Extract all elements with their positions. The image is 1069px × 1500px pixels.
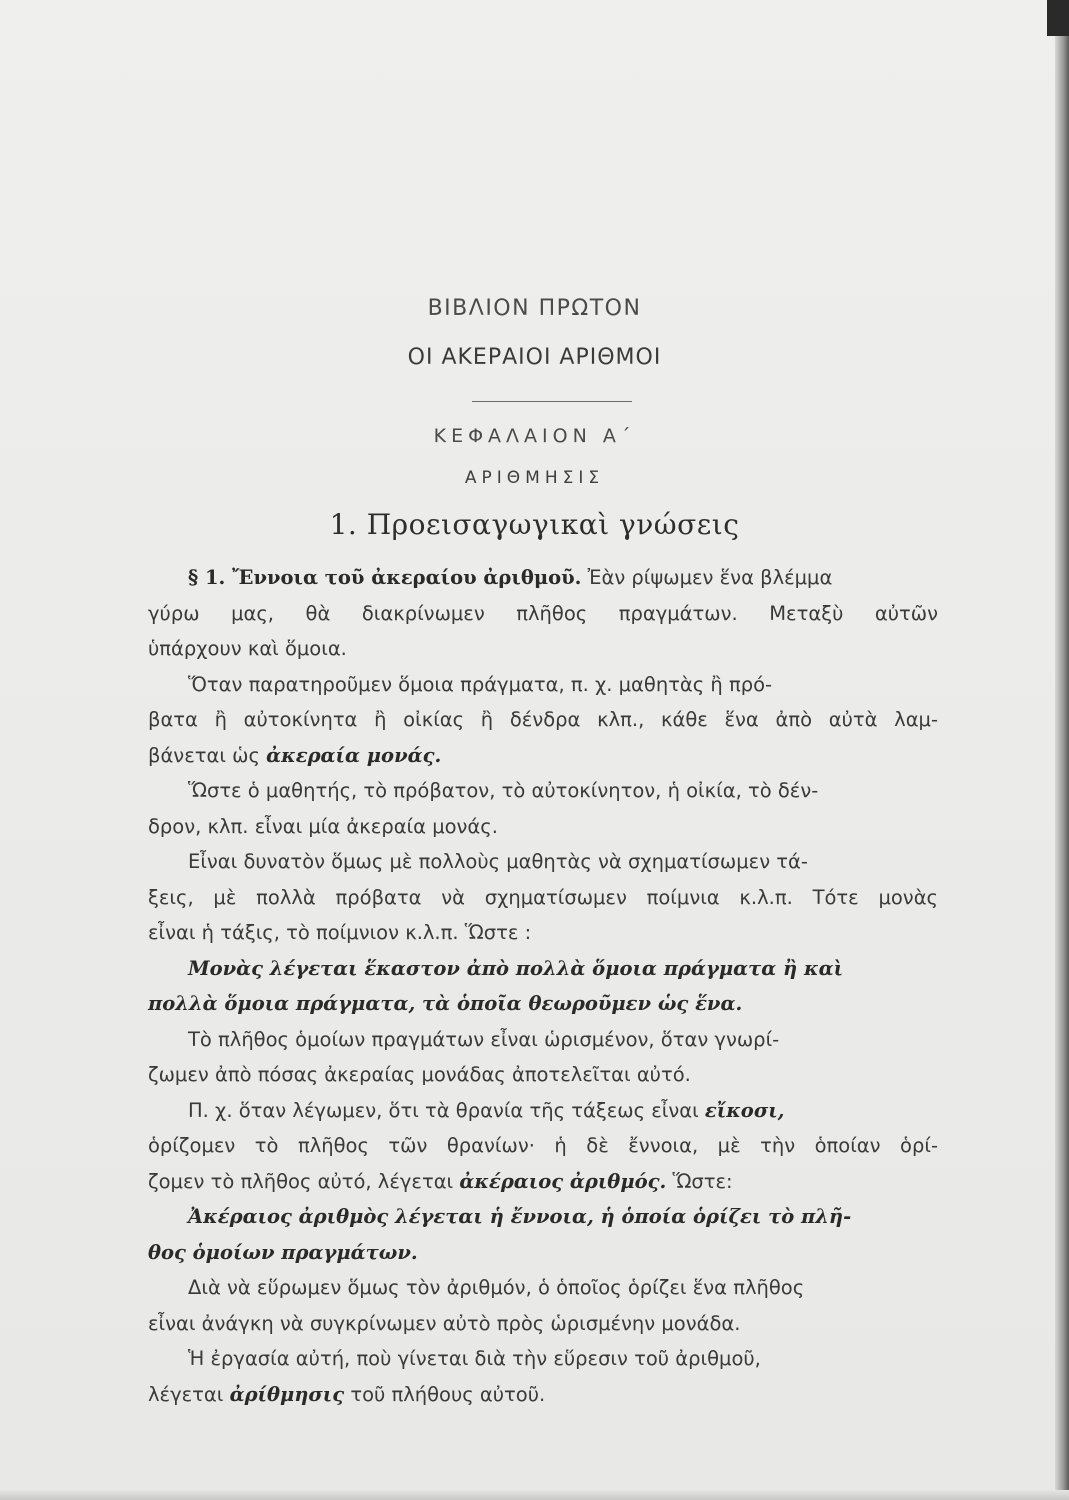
paragraph-5-line-1: Τὸ πλῆθος ὁμοίων πραγμάτων εἶναι ὡρισμένον, ὅταν γνωρί- (188, 1027, 780, 1051)
paragraph-label: § 1. Ἔννοια τοῦ ἀκεραίου ἀριθμοῦ. (188, 566, 582, 589)
paragraph-1-line-1 (148, 560, 938, 596)
paragraph-5-line-2: ζωμεν ἀπὸ πόσας ἀκεραίας μονάδας ἀποτελεῖται αὐτό. (148, 1063, 691, 1086)
book-subtitle: ΟΙ ΑΚΕΡΑΙΟΙ ΑΡΙΘΜΟΙ (407, 345, 662, 370)
page-edge-shadow (1055, 0, 1069, 1500)
definition-2-line-1: Ἀκέραιος ἀριθμὸς λέγεται ἡ ἔννοια, ἡ ὁποία ὁρίζει τὸ πλῆ- (188, 1205, 852, 1228)
chapter-label: ΚΕΦΑΛΑΙΟΝ Α΄ (433, 425, 636, 447)
text-run: βάνεται ὡς (148, 743, 267, 767)
text-run: λέγεται (148, 1382, 230, 1406)
term-arithmisis: ἀρίθμησις (229, 1382, 345, 1406)
book-title: ΒΙΒΛΙΟΝ ΠΡΩΤΟΝ (427, 296, 642, 321)
text-run: Π. χ. ὅταν λέγωμεν, ὅτι τὰ θρανία τῆς τάξεως εἶναι (188, 1098, 705, 1122)
term-akeraia-monas: ἀκεραία μονάς. (266, 743, 442, 767)
paragraph-4-line-1: Εἶναι δυνατὸν ὅμως μὲ πολλοὺς μαθητὰς νὰ σχηματίσωμεν τά- (188, 850, 808, 873)
definition-1-line-1: Μονὰς λέγεται ἕκαστον ἀπὸ πολλὰ ὅμοια πράγματα ἢ καὶ (188, 956, 844, 980)
paragraph-2-line-1: Ὅταν παρατηροῦμεν ὅμοια πράγματα, π. χ. μαθητὰς ἢ πρό- (188, 672, 773, 696)
title-divider (472, 401, 632, 402)
paragraph-1-line-2: γύρω μας, θὰ διακρίνωμεν πλῆθος πραγμάτων. Μεταξὺ αὐτῶν (148, 601, 938, 625)
paragraph-2-line-2: βατα ἢ αὐτοκίνητα ἢ οἰκίας ἢ δένδρα κλπ., κάθε ἕνα ἀπὸ αὐτὰ λαμ- (148, 708, 938, 731)
term-akeraios-arithmos: ἀκέραιος ἀριθμός. (459, 1169, 667, 1193)
body-text (148, 560, 938, 1412)
paragraph-4-line-2: ξεις, μὲ πολλὰ πρόβατα νὰ σχηματίσωμεν ποίμνια κ.λ.π. Τότε μονὰς (148, 885, 938, 909)
definition-2-line-2: θος ὁμοίων πραγμάτων. (148, 1240, 418, 1264)
section-heading: 1. Προεισαγωγικαὶ γνώσεις (329, 508, 740, 541)
text-run: τοῦ πλήθους αὐτοῦ. (344, 1382, 546, 1406)
paragraph-1-line-3: ὑπάρχουν καὶ ὅμοια. (148, 637, 347, 660)
paragraph-3-line-2: δρον, κλπ. εἶναι μία ἀκεραία μονάς. (148, 814, 498, 838)
term-eikosi: εἴκοσι, (704, 1098, 785, 1122)
page-corner (1047, 0, 1069, 36)
text-run: Ἐὰν ρίψωμεν ἕνα βλέμμα (581, 566, 833, 589)
paragraph-6-line-2: ὁρίζομεν τὸ πλῆθος τῶν θρανίων· ἡ δὲ ἔννοια, μὲ τὴν ὁποίαν ὁρί- (148, 1134, 938, 1157)
paragraph-6-line-3 (148, 1164, 938, 1200)
paragraph-8-line-2 (148, 1377, 938, 1413)
paragraph-7-line-2: εἶναι ἀνάγκη νὰ συγκρίνωμεν αὐτὸ πρὸς ὡρισμένην μονάδα. (148, 1311, 741, 1335)
paragraph-6-line-1 (148, 1093, 938, 1129)
paragraph-4-line-3: εἶναι ἡ τάξις, τὸ ποίμνιον κ.λ.π. Ὥστε : (148, 921, 532, 944)
paragraph-3-line-1: Ὥστε ὁ μαθητής, τὸ πρόβατον, τὸ αὐτοκίνητον, ἡ οἰκία, τὸ δέν- (188, 779, 819, 802)
paragraph-7-line-1: Διὰ νὰ εὕρωμεν ὅμως τὸν ἀριθμόν, ὁ ὁποῖος ὁρίζει ἕνα πλῆθος (188, 1276, 805, 1299)
text-run: Ὥστε: (666, 1169, 733, 1193)
text-run: ζομεν τὸ πλῆθος αὐτό, λέγεται (148, 1169, 460, 1193)
chapter-title: ΑΡΙΘΜΗΣΙΣ (464, 468, 605, 488)
definition-1-line-2: πολλὰ ὅμοια πράγματα, τὰ ὁποῖα θεωροῦμεν ὡς ἕνα. (148, 992, 743, 1015)
paragraph-2-line-3 (148, 738, 938, 774)
paragraph-8-line-1: Ἡ ἐργασία αὐτή, ποὺ γίνεται διὰ τὴν εὕρεσιν τοῦ ἀριθμοῦ, (188, 1347, 761, 1370)
page-bottom-edge (0, 1490, 1069, 1500)
